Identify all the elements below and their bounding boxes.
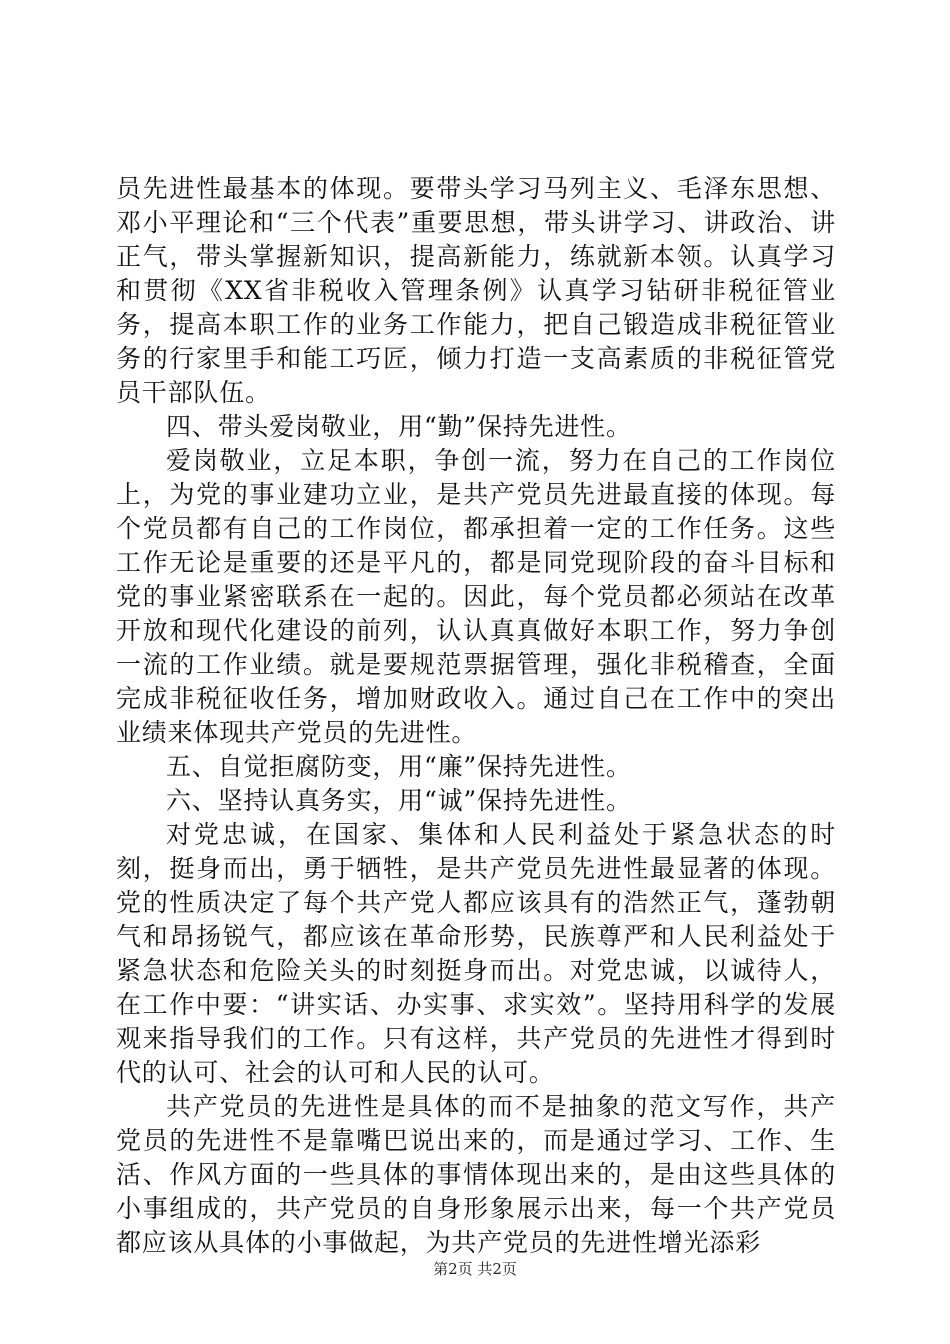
section-heading-6: 六、坚持认真务实，用“诚”保持先进性。 <box>166 786 632 815</box>
paragraph-continued: 员先进性最基本的体现。要带头学习马列主义、毛泽东思想、邓小平理论和“三个代表”重要思想，带头讲学习、讲政治、讲正气，带头掌握新知识，提高新能力，练就新本领。认真学习和贯彻《XX省非税收入管理条例》认真学习钻研非税征管业务，提高本职工作的业务工作能力，把自己锻造成非税征管业务的行家里手和能工巧匠，倾力打造一支高素质的非税征管党员干部队伍。 <box>116 174 836 407</box>
page-footer: 第2页 共2页 <box>433 1260 517 1278</box>
paragraph-dedication: 爱岗敬业，立足本职，争创一流，努力在自己的工作岗位上，为党的事业建功立业，是共产党员先进最直接的体现。每个党员都有自己的工作岗位，都承担着一定的工作任务。这些工作无论是重要的还是平凡的，都是同党现阶段的奋斗目标和党的事业紧密联系在一起的。因此，每个党员都必须站在改革开放和现代化建设的前列，认认真真做好本职工作，努力争创一流的工作业绩。就是要规范票据管理，强化非税稽查，全面完成非税征收任务，增加财政收入。通过自己在工作中的突出业绩来体现共产党员的先进性。 <box>116 446 836 747</box>
section-heading-5: 五、自觉拒腐防变，用“廉”保持先进性。 <box>166 752 632 781</box>
section-heading-4: 四、带头爱岗敬业，用“勤”保持先进性。 <box>166 412 632 441</box>
paragraph-conclusion: 共产党员的先进性是具体的而不是抽象的范文写作，共产党员的先进性不是靠嘴巴说出来的，而是通过学习、工作、生活、作风方面的一些具体的事情体现出来的，是由这些具体的小事组成的，共产党员的自身形象展示出来，每一个共产党员都应该从具体的小事做起，为共产党员的先进性增光添彩 <box>116 1092 836 1257</box>
paragraph-loyalty: 对党忠诚，在国家、集体和人民利益处于紧急状态的时刻，挺身而出，勇于牺牲，是共产党员先进性最显著的体现。党的性质决定了每个共产党人都应该具有的浩然正气，蓬勃朝气和昂扬锐气，都应该在革命形势，民族尊严和人民利益处于紧急状态和危险关头的时刻挺身而出。对党忠诚，以诚待人，在工作中要：“讲实话、办实事、求实效”。坚持用科学的发展观来指导我们的工作。只有这样，共产党员的先进性才得到时代的认可、社会的认可和人民的认可。 <box>116 820 836 1087</box>
document-body <box>116 172 836 1260</box>
